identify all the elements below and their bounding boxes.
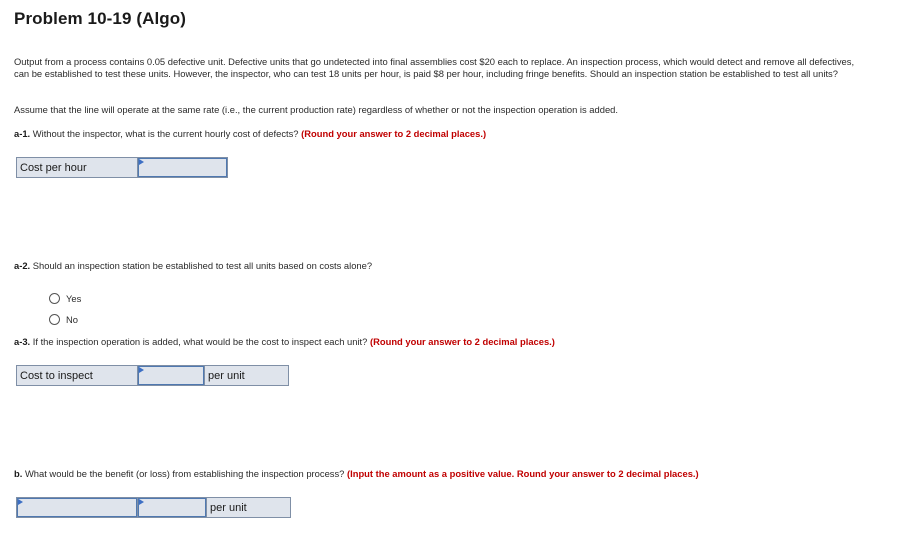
cost-to-inspect-cell xyxy=(138,366,205,386)
question-a2-text: Should an inspection station be established to test all units based on costs alone? xyxy=(30,260,373,271)
question-b-note: (Input the amount as a positive value. Round your answer to 2 decimal places.) xyxy=(347,468,699,479)
per-unit-label-b: per unit xyxy=(207,498,291,518)
flag-icon xyxy=(139,159,144,165)
cost-per-hour-cell xyxy=(138,158,228,178)
problem-intro: Output from a process contains 0.05 defective unit. Defective units that go undetected into final assemblies cost $20 each to replace. An inspection process, which would detect and remove all defectives, can be established to test these units. However, the inspector, who can test 18 units per hour, is paid $8 per hour, including fringe benefits. Should an inspection station be established to test all units? xyxy=(14,56,855,79)
flag-icon xyxy=(18,499,23,505)
question-a3 xyxy=(14,336,864,348)
benefit-amount-input[interactable] xyxy=(138,498,206,517)
answer-table-a1 xyxy=(16,157,228,178)
question-a3-text: If the inspection operation is added, what would be the cost to inspect each unit? xyxy=(30,336,370,347)
option-yes[interactable] xyxy=(49,293,81,304)
option-yes-label: Yes xyxy=(66,293,82,304)
answer-table-b xyxy=(16,497,291,518)
flag-icon xyxy=(139,499,144,505)
flag-icon xyxy=(139,367,144,373)
question-b xyxy=(14,468,864,480)
radio-no[interactable] xyxy=(49,314,60,325)
question-a1-label: a-1. xyxy=(14,128,31,139)
question-a3-label: a-3. xyxy=(14,336,31,347)
option-no[interactable] xyxy=(49,314,78,325)
benefit-amount-cell xyxy=(138,498,207,518)
benefit-select-input[interactable] xyxy=(17,498,137,517)
cost-per-hour-input[interactable] xyxy=(138,158,227,177)
per-unit-label: per unit xyxy=(205,366,289,386)
question-a2 xyxy=(14,260,864,272)
radio-yes[interactable] xyxy=(49,293,60,304)
question-a1-note: (Round your answer to 2 decimal places.) xyxy=(301,128,487,139)
option-no-label: No xyxy=(66,314,78,325)
benefit-select-cell xyxy=(17,498,138,518)
question-a3-note: (Round your answer to 2 decimal places.) xyxy=(369,336,555,347)
question-b-label: b. xyxy=(14,468,23,479)
question-b-text: What would be the benefit (or loss) from establishing the inspection process? xyxy=(22,468,347,479)
answer-table-a3 xyxy=(16,365,289,386)
question-a2-label: a-2. xyxy=(14,260,31,271)
question-a1 xyxy=(14,128,864,140)
question-a1-text: Without the inspector, what is the current hourly cost of defects? xyxy=(30,128,302,139)
problem-title: Problem 10-19 (Algo) xyxy=(14,9,187,28)
cost-per-hour-label: Cost per hour xyxy=(17,158,138,178)
cost-to-inspect-label: Cost to inspect xyxy=(17,366,138,386)
assumption-text: Assume that the line will operate at the same rate (i.e., the current production rate) regardless of whether or not the inspection operation is added. xyxy=(14,104,618,115)
cost-to-inspect-input[interactable] xyxy=(138,366,204,385)
